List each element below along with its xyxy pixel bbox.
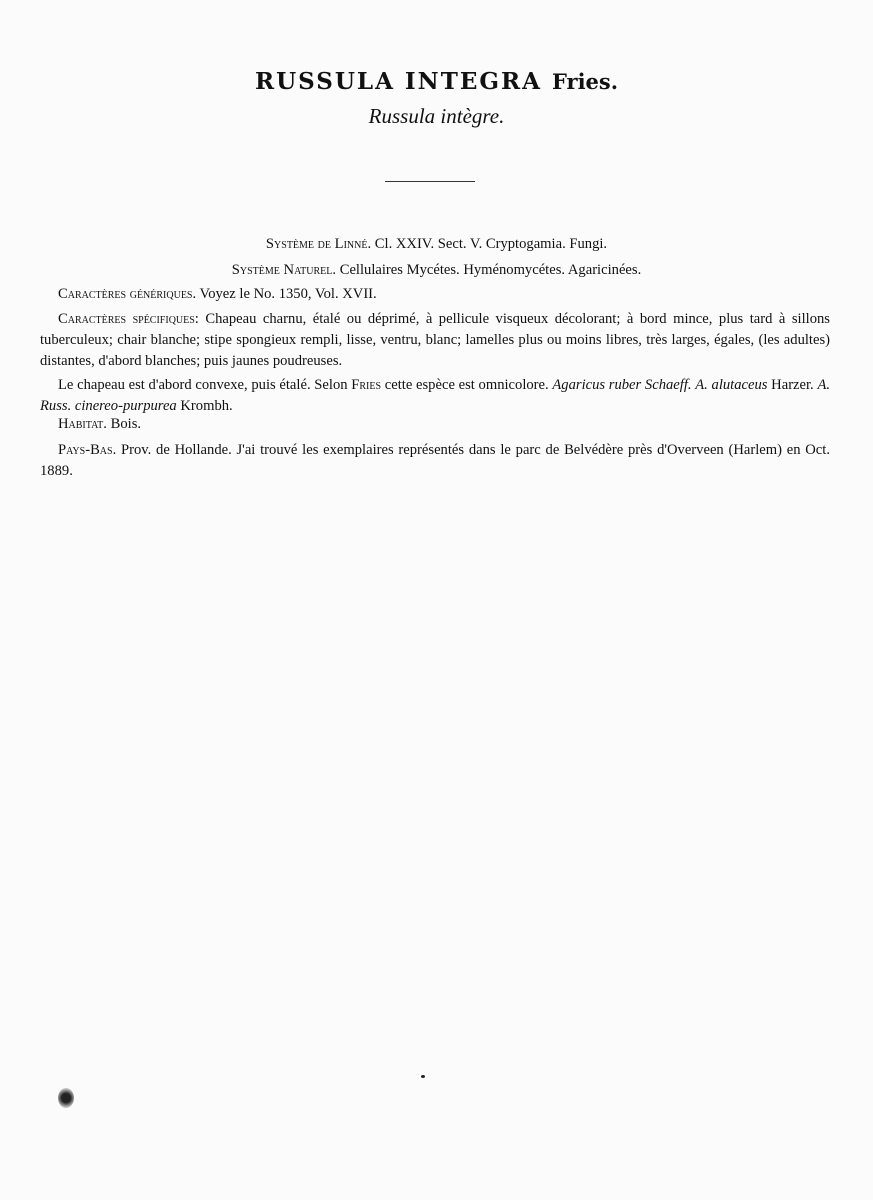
chapeau-text-4: Krombh. xyxy=(180,398,233,414)
naturel-text: Cellulaires Mycétes. Hyménomycétes. Agaricinées. xyxy=(339,262,642,278)
chapeau-synonym-3: A. Russ. cinereo-purpurea xyxy=(40,377,831,414)
classification-linne xyxy=(0,236,873,253)
paragraph-paysbas xyxy=(40,440,830,482)
chapeau-text-2: cette espèce est omnicolore. xyxy=(384,377,549,393)
generiques-label: Caractères génériques. xyxy=(58,286,197,302)
species-author: Fries. xyxy=(551,69,619,94)
chapeau-synonym-1: Agaricus ruber Schaeff. xyxy=(552,377,692,393)
habitat-label: Habitat. xyxy=(58,416,107,432)
habitat-text: Bois. xyxy=(110,416,142,432)
page-subtitle: Russula intègre. xyxy=(368,104,505,128)
paragraph-chapeau xyxy=(40,375,830,417)
paragraph-generiques xyxy=(40,284,830,305)
linne-text: Cl. XXIV. Sect. V. Cryptogamia. Fungi. xyxy=(374,236,608,252)
chapeau-text-1: Le chapeau est d'abord convexe, puis étalé. Selon xyxy=(58,377,348,393)
species-name: RUSSULA INTEGRA xyxy=(254,68,542,95)
paysbas-label: Pays-Bas. xyxy=(58,442,117,458)
paragraph-specifiques xyxy=(40,309,830,372)
paysbas-text: Prov. de Hollande. J'ai trouvé les exemplaires représentés dans le parc de Belvédère près d'Overveen (Harlem) en Oct. 1889. xyxy=(40,442,830,479)
title-divider xyxy=(385,181,475,182)
ink-dot xyxy=(421,1075,425,1078)
specifiques-text: Chapeau charnu, étalé ou déprimé, à pellicule visqueux décolorant; à bord mince, plus tard à sillons tuberculeux; chair blanche; stipe spongieux rempli, lisse, ventru, blanc; lamelles plus ou moins libres, très larges, égales, (les adultes) distantes, d'abord blanches; puis jaunes poudreuses. xyxy=(40,311,830,369)
linne-label: Système de Linné. xyxy=(265,236,372,252)
classification-naturel xyxy=(0,262,873,279)
chapeau-text-3: Harzer. xyxy=(771,377,814,393)
paragraph-habitat xyxy=(40,414,830,435)
chapeau-fries: Fries xyxy=(351,377,382,393)
chapeau-synonym-2: A. alutaceus xyxy=(695,377,768,393)
specifiques-label: Caractères spécifiques: xyxy=(58,311,199,327)
generiques-text: Voyez le No. 1350, Vol. XVII. xyxy=(199,286,377,302)
page-title xyxy=(0,68,873,95)
ink-spot xyxy=(58,1088,74,1108)
naturel-label: Système Naturel. xyxy=(231,262,337,278)
